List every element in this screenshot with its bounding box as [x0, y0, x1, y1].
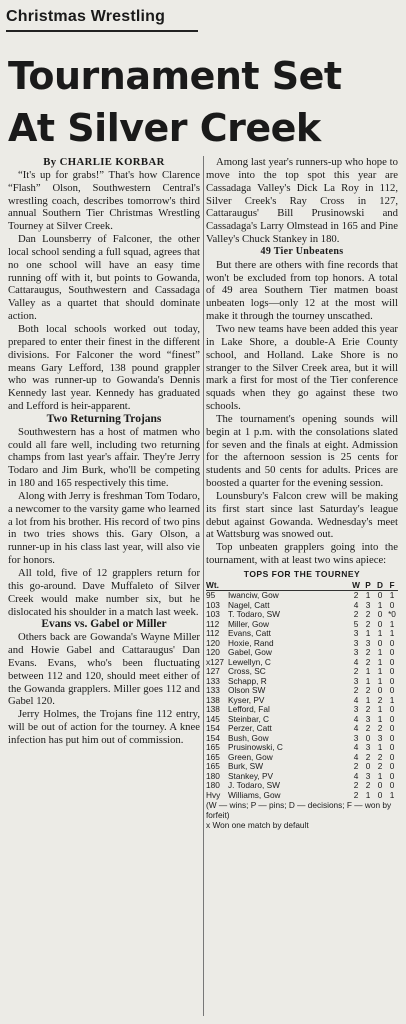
cell-forfeits: 0: [389, 647, 395, 658]
cell-wins: 3: [353, 732, 359, 743]
cell-wrestler: Bush, Gow: [228, 732, 269, 743]
subhead: 49 Tier Unbeatens: [260, 245, 344, 257]
cell-wins: 4: [353, 723, 359, 734]
cell-wins: 3: [353, 647, 359, 658]
subhead: Two Returning Trojans: [46, 412, 162, 425]
cell-wrestler: Kyser, PV: [228, 694, 265, 705]
cell-wins: 2: [353, 666, 359, 677]
headline: Tournament Set At Silver Creek: [8, 54, 342, 150]
cell-decisions: 1: [377, 713, 383, 724]
cell-wrestler: Perzer, Catt: [228, 723, 272, 734]
cell-weight: 133: [206, 675, 220, 686]
cell-wrestler: Miller, Gow: [228, 618, 270, 629]
paragraph: Two new teams have been added this year in Lake Shore, a double-A Erie County school, and Holland. Lake Shore is no stranger to the Silver Creek area, but it will mark a first for most of the Tier conference squads when they go against these two schools.: [206, 322, 398, 413]
cell-pins: 2: [365, 723, 371, 734]
cell-weight: 120: [206, 647, 220, 658]
paragraph: Southwestern has a host of matmen who could all fare well, including two returning champs from last year's affair. They're Jerry Todaro and Jim Burk, who'll be competing in 180 and 165 respectively this time.: [8, 425, 200, 490]
cell-pins: 3: [365, 599, 371, 610]
cell-decisions: 2: [377, 694, 383, 705]
cell-decisions: 3: [377, 732, 383, 743]
cell-decisions: 0: [377, 780, 383, 791]
cell-wrestler: Hoxie, Rand: [228, 637, 274, 648]
cell-weight: 112: [206, 628, 220, 639]
cell-wrestler: T. Todaro, SW: [228, 609, 280, 620]
paragraph: Lounsbury's Falcon crew will be making its first start since last Saturday's league debut against Gowanda. Wednesday's meet at Wattsburg was snowed out.: [206, 489, 398, 541]
left-column-body: [8, 169, 200, 747]
section-kicker: [6, 6, 198, 34]
table-row: [206, 791, 398, 801]
byline: By CHARLIE KORBAR: [43, 156, 165, 168]
cell-wrestler: Evans, Catt: [228, 628, 271, 639]
cell-pins: 0: [365, 761, 371, 772]
cell-wins: 2: [353, 761, 359, 772]
table-header-row: [206, 581, 398, 591]
cell-decisions: 0: [377, 609, 383, 620]
cell-decisions: 1: [377, 666, 383, 677]
cell-wrestler: Stankey, PV: [228, 770, 274, 781]
cell-forfeits: 1: [389, 628, 395, 639]
cell-pins: 2: [365, 656, 371, 667]
cell-forfeits: 0: [389, 666, 395, 677]
cell-weight: 154: [206, 723, 220, 734]
cell-wrestler: Lefford, Fal: [228, 704, 270, 715]
cell-forfeits: 1: [389, 789, 395, 800]
kicker-underline: [6, 30, 198, 32]
paragraph: All told, five of 12 grapplers return for this go-around. Dave Muffaleto of Silver Creek would make number six, but he dislocated his shoulder in a match last week.: [8, 567, 200, 618]
cell-wrestler: Cross, SC: [228, 666, 266, 677]
cell-weight: 120: [206, 637, 220, 648]
paragraph: Along with Jerry is freshman Tom Todaro, a newcomer to the varsity game who learned a lot from his brother. His record of two pins in two tries shows this. Gary Olson, a runner-up in his class last year, will also vie for honors.: [8, 489, 200, 567]
cell-wins: 4: [353, 713, 359, 724]
cell-wins: 2: [353, 780, 359, 791]
cell-wrestler: Schapp, R: [228, 675, 267, 686]
cell-pins: 1: [365, 694, 371, 705]
cell-weight: 112: [206, 618, 220, 629]
cell-decisions: 1: [377, 656, 383, 667]
cell-wins: 2: [353, 609, 359, 620]
cell-wins: 2: [353, 789, 359, 800]
cell-decisions: 1: [377, 675, 383, 686]
cell-pins: 1: [365, 590, 371, 601]
cell-forfeits: *0: [388, 609, 396, 620]
paragraph: The tournament's opening sounds will begin at 1 p.m. with the consolations slated for seven and the finals at eight. Admission for the afternoon session is 25 cents for students and 50 cents for adults. Prices are boosted a quarter for the evening session.: [206, 412, 398, 490]
cell-decisions: 0: [377, 590, 383, 601]
cell-forfeits: 0: [389, 675, 395, 686]
cell-forfeits: 0: [389, 637, 395, 648]
cell-pins: 2: [365, 618, 371, 629]
cell-wins: 2: [353, 685, 359, 696]
cell-weight: 180: [206, 780, 220, 791]
cell-wins: 4: [353, 770, 359, 781]
cell-weight: 165: [206, 742, 220, 753]
table-body: [206, 591, 398, 801]
cell-pins: 2: [365, 685, 371, 696]
cell-forfeits: 0: [389, 723, 395, 734]
cell-weight: 127: [206, 666, 220, 677]
table-legend: [206, 801, 398, 830]
cell-decisions: 0: [377, 618, 383, 629]
cell-wins: 2: [353, 590, 359, 601]
kicker-text: Christmas Wrestling: [6, 8, 166, 25]
subhead: Evans vs. Gabel or Miller: [41, 618, 167, 631]
cell-weight: 165: [206, 761, 220, 772]
header-forfeits: F: [386, 581, 398, 591]
cell-weight: 103: [206, 599, 220, 610]
cell-pins: 0: [365, 732, 371, 743]
header-pins: P: [362, 581, 374, 591]
cell-decisions: 1: [377, 599, 383, 610]
cell-weight: Hvy: [206, 789, 221, 800]
cell-decisions: 1: [377, 742, 383, 753]
cell-wins: 4: [353, 694, 359, 705]
cell-forfeits: 0: [389, 656, 395, 667]
paragraph: Both local schools worked out today, prepared to enter their finest in the different divisions. For Falconer the word “finest” means Gary Lefford, 138 pound grappler who was runner-up to Gowanda's Dennis Kennedy last year. Kennedy has graduated and Lefford is heir-apparent.: [8, 322, 200, 413]
cell-weight: 138: [206, 694, 220, 705]
cell-weight: 180: [206, 770, 220, 781]
paragraph: Others back are Gowanda's Wayne Miller and Howie Gabel and Cattaraugus' Dan Evans. Evans, who's been fluctuating between 112 and 120, should meet either of the Gowanda grapplers. Miller goes 112 and Gabel 120.: [8, 631, 200, 708]
paragraph: Top unbeaten grapplers going into the tournament, with at least two wins apiece:: [206, 541, 398, 567]
cell-wrestler: J. Todaro, SW: [228, 780, 280, 791]
table-title: TOPS FOR THE TOURNEY: [243, 569, 361, 579]
cell-pins: 3: [365, 742, 371, 753]
paragraph: But there are others with fine records that won't be excluded from top honors. A total of 49 area Southern Tier matmen boast unbeaten logs—only 12 at the most will make it through the tourney unscathed.: [206, 258, 398, 323]
cell-weight: 103: [206, 609, 220, 620]
cell-pins: 2: [365, 751, 371, 762]
cell-forfeits: 0: [389, 599, 395, 610]
paragraph: “It's up for grabs!” That's how Clarence “Flash” Olson, Southwestern Central's wrestling coach, describes tomorrow's third annual Southern Tier Christmas Wrestling Tourney at Silver Creek.: [8, 168, 200, 233]
cell-wrestler: Olson SW: [228, 685, 266, 696]
cell-forfeits: 1: [389, 694, 395, 705]
cell-weight: 95: [206, 590, 216, 601]
right-column-body: [206, 156, 398, 567]
cell-wins: 4: [353, 742, 359, 753]
cell-decisions: 2: [377, 751, 383, 762]
cell-forfeits: 0: [389, 751, 395, 762]
left-column: [8, 156, 200, 747]
cell-pins: 3: [365, 713, 371, 724]
cell-weight: 154: [206, 732, 220, 743]
cell-decisions: 2: [377, 761, 383, 772]
paragraph: Among last year's runners-up who hope to move into the top spot this year are Cassadaga Valley's Dick La Roy in 112, Silver Creek's Ray Cross in 127, Cattaraugus' Bill Prusinowski and Cassadaga's Larry Olmstead in 165 and Pine Valley's Chuck Stankey in 180.: [206, 156, 398, 246]
right-column: [206, 156, 398, 830]
cell-weight: 165: [206, 751, 220, 762]
cell-wrestler: Lewellyn, C: [228, 656, 271, 667]
cell-wins: 3: [353, 704, 359, 715]
cell-decisions: 0: [377, 637, 383, 648]
cell-wins: 4: [353, 751, 359, 762]
cell-wrestler: Gabel, Gow: [228, 647, 272, 658]
cell-wrestler: Williams, Gow: [228, 789, 281, 800]
cell-pins: 1: [365, 675, 371, 686]
cell-pins: 1: [365, 666, 371, 677]
cell-forfeits: 0: [389, 732, 395, 743]
cell-pins: 2: [365, 609, 371, 620]
cell-wrestler: Green, Gow: [228, 751, 273, 762]
cell-pins: 2: [365, 704, 371, 715]
cell-wrestler: Nagel, Catt: [228, 599, 270, 610]
cell-weight: 145: [206, 713, 220, 724]
cell-wins: 5: [353, 618, 359, 629]
cell-wrestler: Steinbar, C: [228, 713, 270, 724]
cell-forfeits: 0: [389, 770, 395, 781]
cell-weight: 138: [206, 704, 220, 715]
paragraph: Dan Lounsberry of Falconer, the other local school sending a full squad, agrees that no one school will have an easy time running off with it, but points to Gowanda, Cattaraugus, Southwestern and Cassadaga Valley as a quartet that should dominate action.: [8, 233, 200, 323]
cell-wins: 3: [353, 628, 359, 639]
cell-forfeits: 1: [389, 590, 395, 601]
legend-default-note: x Won one match by default: [206, 819, 309, 830]
results-table: [206, 581, 398, 801]
cell-decisions: 1: [377, 647, 383, 658]
cell-decisions: 1: [377, 628, 383, 639]
cell-decisions: 1: [377, 704, 383, 715]
cell-forfeits: 0: [389, 742, 395, 753]
cell-wrestler: Prusinowski, C: [228, 742, 283, 753]
header-wins: W: [350, 581, 362, 591]
header-weight: Wt.: [206, 581, 228, 591]
header-decisions: D: [374, 581, 386, 591]
cell-decisions: 2: [377, 723, 383, 734]
legend-abbreviations: (W — wins; P — pins; D — decisions; F — won by forfeit): [206, 800, 392, 820]
cell-wins: 3: [353, 637, 359, 648]
cell-pins: 1: [365, 789, 371, 800]
cell-forfeits: 0: [389, 761, 395, 772]
column-divider: [203, 156, 204, 1016]
cell-weight: 133: [206, 685, 220, 696]
cell-decisions: 0: [377, 685, 383, 696]
cell-pins: 3: [365, 770, 371, 781]
cell-forfeits: 0: [389, 780, 395, 791]
paragraph: Jerry Holmes, the Trojans fine 112 entry, will be out of action for the tourney. A knee infection has put him out of commission.: [8, 708, 200, 746]
header-name: [228, 581, 350, 591]
cell-pins: 2: [365, 780, 371, 791]
cell-pins: 2: [365, 647, 371, 658]
cell-decisions: 1: [377, 770, 383, 781]
cell-decisions: 0: [377, 789, 383, 800]
cell-forfeits: 0: [389, 704, 395, 715]
cell-forfeits: 0: [389, 685, 395, 696]
cell-wins: 3: [353, 675, 359, 686]
cell-pins: 3: [365, 637, 371, 648]
cell-pins: 1: [365, 628, 371, 639]
cell-wins: 4: [353, 599, 359, 610]
cell-wrestler: Burk, SW: [228, 761, 264, 772]
cell-weight: x127: [206, 656, 224, 667]
cell-wins: 4: [353, 656, 359, 667]
cell-forfeits: 1: [389, 618, 395, 629]
cell-forfeits: 0: [389, 713, 395, 724]
cell-wrestler: Iwanciw, Gow: [228, 590, 279, 601]
